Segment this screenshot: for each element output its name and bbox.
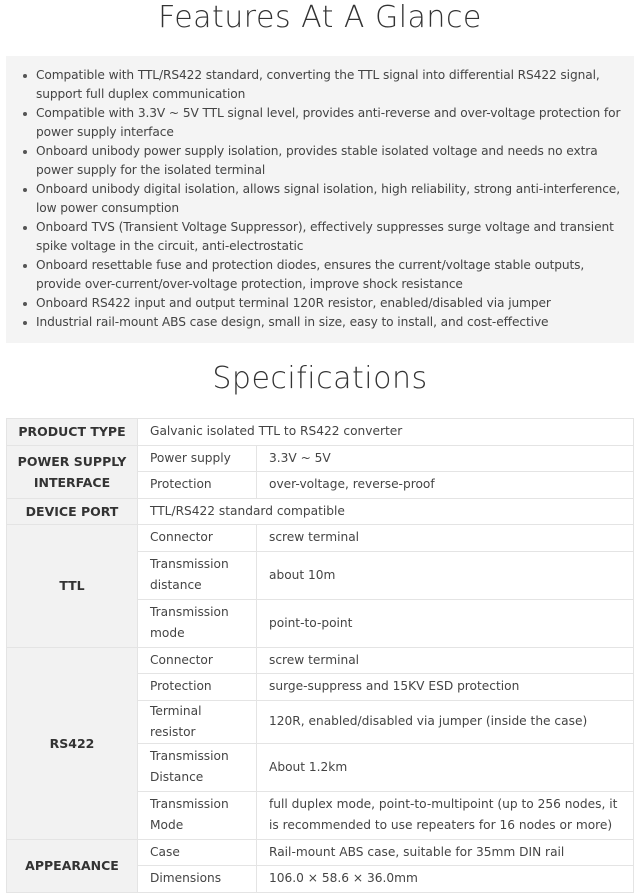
feature-item: Industrial rail-mount ABS case design, small in size, easy to install, and cost-effective — [36, 313, 624, 332]
table-row — [7, 647, 634, 674]
features-box — [6, 56, 634, 343]
row-header: DEVICE PORT — [7, 498, 138, 525]
cell-value: about 10m — [257, 551, 634, 599]
feature-item: Onboard TVS (Transient Voltage Suppressor), effectively suppresses surge voltage and transient spike voltage in the circuit, anti-electrostatic — [36, 218, 624, 256]
cell-value: surge-suppress and 15KV ESD protection — [257, 674, 634, 701]
cell-key: Transmission Distance — [138, 743, 257, 791]
cell-key: Transmission distance — [138, 551, 257, 599]
feature-item: Onboard RS422 input and output terminal 120R resistor, enabled/disabled via jumper — [36, 294, 624, 313]
feature-item: Onboard unibody digital isolation, allows signal isolation, high reliability, strong anti-interference, low power consumption — [36, 180, 624, 218]
cell-key: Terminal resistor — [138, 700, 257, 743]
cell-key: Power supply — [138, 445, 257, 472]
feature-item: Compatible with 3.3V ~ 5V TTL signal level, provides anti-reverse and over-voltage protection for power supply interface — [36, 104, 624, 142]
cell-value: full duplex mode, point-to-multipoint (up to 256 nodes, it is recommended to use repeaters for 16 nodes or more) — [257, 791, 634, 839]
row-header: APPEARANCE — [7, 839, 138, 892]
cell-key: Transmission mode — [138, 599, 257, 647]
row-header: POWER SUPPLY INTERFACE — [7, 445, 138, 498]
row-header: TTL — [7, 525, 138, 648]
cell-key: Protection — [138, 674, 257, 701]
cell-value: Rail-mount ABS case, suitable for 35mm DIN rail — [257, 839, 634, 866]
table-row — [7, 839, 634, 866]
cell-key: Connector — [138, 525, 257, 552]
cell-value: point-to-point — [257, 599, 634, 647]
cell-key: Case — [138, 839, 257, 866]
table-row — [7, 498, 634, 525]
cell-value: 3.3V ~ 5V — [257, 445, 634, 472]
cell-value: 106.0 × 58.6 × 36.0mm — [257, 866, 634, 893]
table-row — [7, 525, 634, 552]
cell-value: About 1.2km — [257, 743, 634, 791]
cell-value: screw terminal — [257, 647, 634, 674]
row-header: PRODUCT TYPE — [7, 419, 138, 446]
cell-value: screw terminal — [257, 525, 634, 552]
feature-item: Onboard resettable fuse and protection diodes, ensures the current/voltage stable outputs, provide over-current/over-voltage protection, improve shock resistance — [36, 256, 624, 294]
cell-key: Connector — [138, 647, 257, 674]
specifications-table — [6, 418, 634, 893]
row-header: RS422 — [7, 647, 138, 839]
cell-value: TTL/RS422 standard compatible — [138, 498, 634, 525]
feature-item: Onboard unibody power supply isolation, provides stable isolated voltage and needs no extra power supply for the isolated terminal — [36, 142, 624, 180]
table-row — [7, 445, 634, 472]
table-row — [7, 419, 634, 446]
specifications-title: Specifications — [212, 361, 428, 396]
features-title: Features At A Glance — [158, 0, 482, 35]
cell-value: 120R, enabled/disabled via jumper (inside the case) — [257, 700, 634, 743]
cell-value: Galvanic isolated TTL to RS422 converter — [138, 419, 634, 446]
features-list — [36, 66, 624, 332]
cell-key: Dimensions — [138, 866, 257, 893]
cell-value: over-voltage, reverse-proof — [257, 472, 634, 499]
feature-item: Compatible with TTL/RS422 standard, converting the TTL signal into differential RS422 signal, support full duplex communication — [36, 66, 624, 104]
cell-key: Transmission Mode — [138, 791, 257, 839]
cell-key: Protection — [138, 472, 257, 499]
